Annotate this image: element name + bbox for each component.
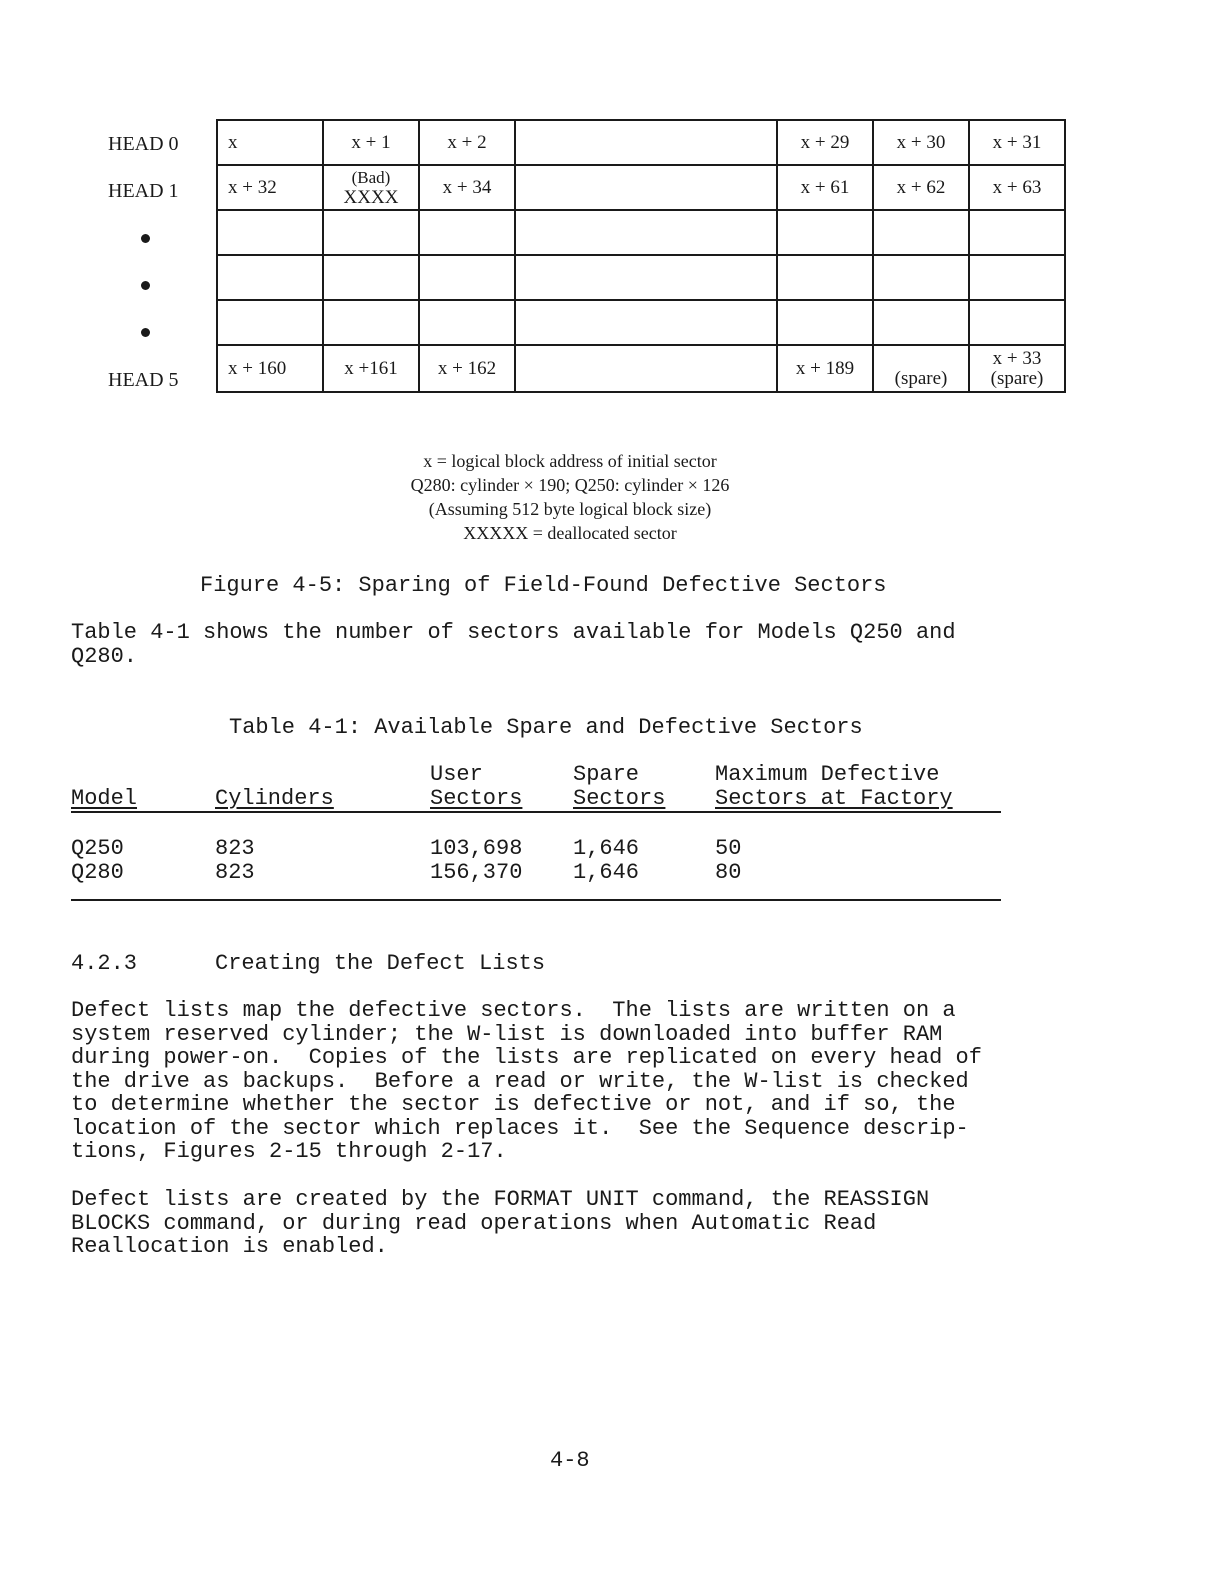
page-number: 4-8 (550, 1448, 590, 1473)
column-header-max: Maximum Defective (715, 762, 940, 787)
table-header (71, 763, 1001, 813)
sector-cell: x + 62 (873, 165, 969, 210)
section-number: 4.2.3 (71, 951, 138, 976)
sector-cell: x + 29 (777, 120, 873, 165)
cell-model: Q280 (71, 859, 124, 885)
column-header-user-sectors: Sectors (430, 785, 523, 811)
spare-sector-cell: (spare) (873, 345, 969, 392)
bad-sector-cell (323, 165, 419, 210)
sectors-table (71, 763, 1001, 901)
cell-cylinders: 823 (215, 859, 255, 885)
ellipsis-dot (141, 234, 150, 243)
cell-spare-sectors: 1,646 (573, 836, 640, 861)
spare-address: x + 33 (992, 347, 1042, 369)
spare-sector-cell (969, 345, 1065, 392)
grid-row-empty (217, 255, 1065, 300)
sector-grid (216, 119, 1066, 393)
cell-user-sectors: 156,370 (430, 859, 523, 885)
sector-gap-cell (515, 120, 777, 165)
sector-cell: x +161 (323, 345, 419, 392)
table-row (71, 837, 1001, 861)
sector-cell: x + 30 (873, 120, 969, 165)
ellipsis-dot (141, 328, 150, 337)
figure-caption: Figure 4-5: Sparing of Field-Found Defective Sectors (200, 573, 887, 598)
table-body (71, 813, 1001, 901)
sector-cell: x + 2 (419, 120, 515, 165)
grid-row-head-0 (217, 120, 1065, 165)
sector-cell: x + 1 (323, 120, 419, 165)
grid-row-head-1 (217, 165, 1065, 210)
spare-label: (spare) (990, 367, 1044, 389)
cell-cylinders: 823 (215, 836, 255, 861)
head-5-label: HEAD 5 (108, 369, 179, 391)
cell-max-defective: 50 (715, 836, 742, 861)
column-header-max-factory: Sectors at Factory (715, 785, 953, 811)
sector-gap-cell (515, 165, 777, 210)
sector-cell: x (217, 120, 323, 165)
sector-cell: x + 162 (419, 345, 515, 392)
sector-cell: x + 32 (217, 165, 323, 210)
cell-spare-sectors: 1,646 (573, 859, 640, 885)
head-0-label: HEAD 0 (108, 133, 179, 155)
body-paragraph: Defect lists are created by the FORMAT UNIT command, the REASSIGN BLOCKS command, or during read operations when Automatic Read Reallocation is enabled. (71, 1187, 930, 1259)
sector-cell: x + 63 (969, 165, 1065, 210)
column-header-spare-sectors: Sectors (573, 785, 666, 811)
column-header-cylinders: Cylinders (215, 785, 334, 811)
sector-cell: x + 160 (217, 345, 323, 392)
grid-row-empty (217, 210, 1065, 255)
table-caption: Table 4-1: Available Spare and Defective Sectors (229, 715, 863, 740)
legend-line: (Assuming 512 byte logical block size) (428, 499, 712, 519)
column-header-spare: Spare (573, 762, 640, 787)
intro-paragraph: Table 4-1 shows the number of sectors available for Models Q250 and Q280. (71, 620, 956, 669)
body-paragraph: Defect lists map the defective sectors. The lists are written on a system reserved cylinder; the W-list is downloaded into buffer RAM during power-on. Copies of the lists are replicated on every head of the drive as backups. Before a read or write, the W-list is checked to determine whether the sector is defective or not, and if so, the location of the sector which replaces it. See the Sequence descrip- tions, Figures 2-15 through 2-17. (71, 998, 982, 1164)
column-header-user: User (430, 762, 483, 787)
column-header-model: Model (71, 785, 138, 811)
sector-cell: x + 189 (777, 345, 873, 392)
diagram-legend (300, 449, 840, 545)
bad-label: (Bad) (351, 167, 391, 187)
sector-cell: x + 31 (969, 120, 1065, 165)
table-row (71, 861, 1001, 885)
cell-user-sectors: 103,698 (430, 836, 523, 861)
grid-row-head-5 (217, 345, 1065, 392)
sector-cell: x + 34 (419, 165, 515, 210)
section-title: Creating the Defect Lists (215, 951, 546, 976)
ellipsis-dot (141, 281, 150, 290)
cell-max-defective: 80 (715, 859, 742, 885)
legend-line: XXXXX = deallocated sector (463, 523, 677, 543)
legend-line: x = logical block address of initial sector (423, 451, 717, 471)
deallocated-mark: XXXX (343, 186, 399, 208)
sector-gap-cell (515, 345, 777, 392)
grid-row-empty (217, 300, 1065, 345)
sector-cell: x + 61 (777, 165, 873, 210)
cell-model: Q250 (71, 836, 124, 861)
legend-line: Q280: cylinder × 190; Q250: cylinder × 126 (410, 475, 730, 495)
head-1-label: HEAD 1 (108, 180, 179, 202)
